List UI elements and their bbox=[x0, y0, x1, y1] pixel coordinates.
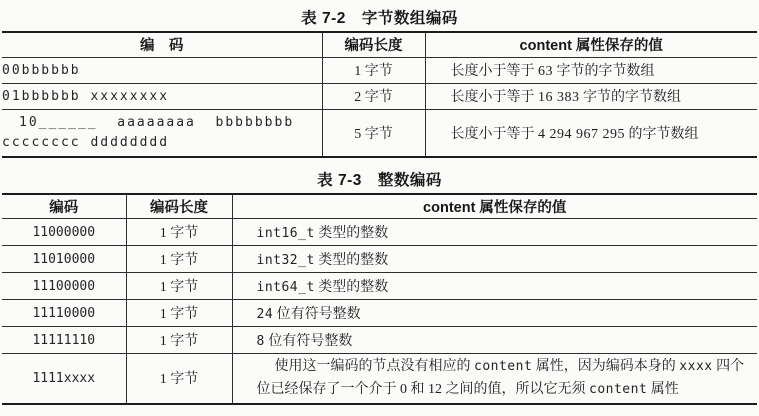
encoding-cell: 11110000 bbox=[2, 299, 126, 326]
table-row bbox=[2, 272, 757, 299]
encoding-cell: 01bbbbbb xxxxxxxx bbox=[2, 83, 322, 109]
value-cell: 24 位有符号整数 bbox=[232, 299, 757, 326]
table-row bbox=[2, 299, 757, 326]
length-cell: 1 字节 bbox=[126, 218, 232, 245]
table-row bbox=[2, 353, 757, 404]
encoding-cell: 11010000 bbox=[2, 245, 126, 272]
table-7-3-header-row bbox=[2, 194, 757, 218]
value-cell: int64_t 类型的整数 bbox=[232, 272, 757, 299]
table-row bbox=[2, 57, 757, 83]
length-cell: 5 字节 bbox=[322, 109, 425, 157]
encoding-cell: 1111xxxx bbox=[2, 353, 126, 404]
encoding-cell bbox=[2, 109, 322, 157]
value-cell: 长度小于等于 63 字节的字节数组 bbox=[425, 57, 757, 83]
value-cell: 长度小于等于 4 294 967 295 的字节数组 bbox=[425, 109, 757, 157]
byte-array-encoding-table bbox=[2, 31, 757, 158]
length-cell: 2 字节 bbox=[322, 83, 425, 109]
col-header-content-value bbox=[232, 194, 757, 218]
col-header-encoding: 编码 bbox=[2, 194, 126, 218]
content-keyword: content bbox=[423, 199, 476, 216]
value-cell: int16_t 类型的整数 bbox=[232, 218, 757, 245]
col-header-length: 编码长度 bbox=[322, 32, 425, 57]
table-7-2-title: 表 7-2 字节数组编码 bbox=[301, 10, 458, 27]
length-cell: 1 字节 bbox=[126, 245, 232, 272]
length-cell: 1 字节 bbox=[322, 57, 425, 83]
length-cell: 1 字节 bbox=[126, 272, 232, 299]
length-cell: 1 字节 bbox=[126, 299, 232, 326]
value-cell: 长度小于等于 16 383 字节的字节数组 bbox=[425, 83, 757, 109]
encoding-line-2: cccccccc dddddddd bbox=[2, 134, 170, 150]
value-cell: int32_t 类型的整数 bbox=[232, 245, 757, 272]
encoding-cell: 11111110 bbox=[2, 326, 126, 353]
table-row bbox=[2, 109, 757, 157]
encoding-cell: 11000000 bbox=[2, 218, 126, 245]
table-7-2-header-row bbox=[2, 32, 757, 57]
encoding-line-1: 10______ aaaaaaaa bbbbbbbb bbox=[19, 114, 295, 130]
table-row bbox=[2, 245, 757, 272]
value-cell: 使用这一编码的节点没有相应的 content 属性，因为编码本身的 xxxx 四个位已经保存了一个介于 0 和 12 之间的值，所以它无须 content 属性 bbox=[232, 353, 757, 404]
col-header-length: 编码长度 bbox=[126, 194, 232, 218]
col-header-content-value bbox=[425, 32, 757, 57]
table-row bbox=[2, 218, 757, 245]
col-header-encoding: 编 码 bbox=[2, 32, 322, 57]
table-row bbox=[2, 83, 757, 109]
content-keyword: content bbox=[519, 38, 572, 55]
encoding-cell: 00bbbbbb bbox=[2, 57, 322, 83]
content-header-suffix: 属性保存的值 bbox=[571, 38, 663, 55]
length-cell: 1 字节 bbox=[126, 326, 232, 353]
value-cell: 8 位有符号整数 bbox=[232, 326, 757, 353]
content-header-suffix: 属性保存的值 bbox=[475, 199, 567, 216]
integer-encoding-table bbox=[2, 193, 757, 405]
length-cell: 1 字节 bbox=[126, 353, 232, 404]
encoding-cell: 11100000 bbox=[2, 272, 126, 299]
table-row bbox=[2, 326, 757, 353]
table-7-3-title: 表 7-3 整数编码 bbox=[317, 172, 442, 189]
